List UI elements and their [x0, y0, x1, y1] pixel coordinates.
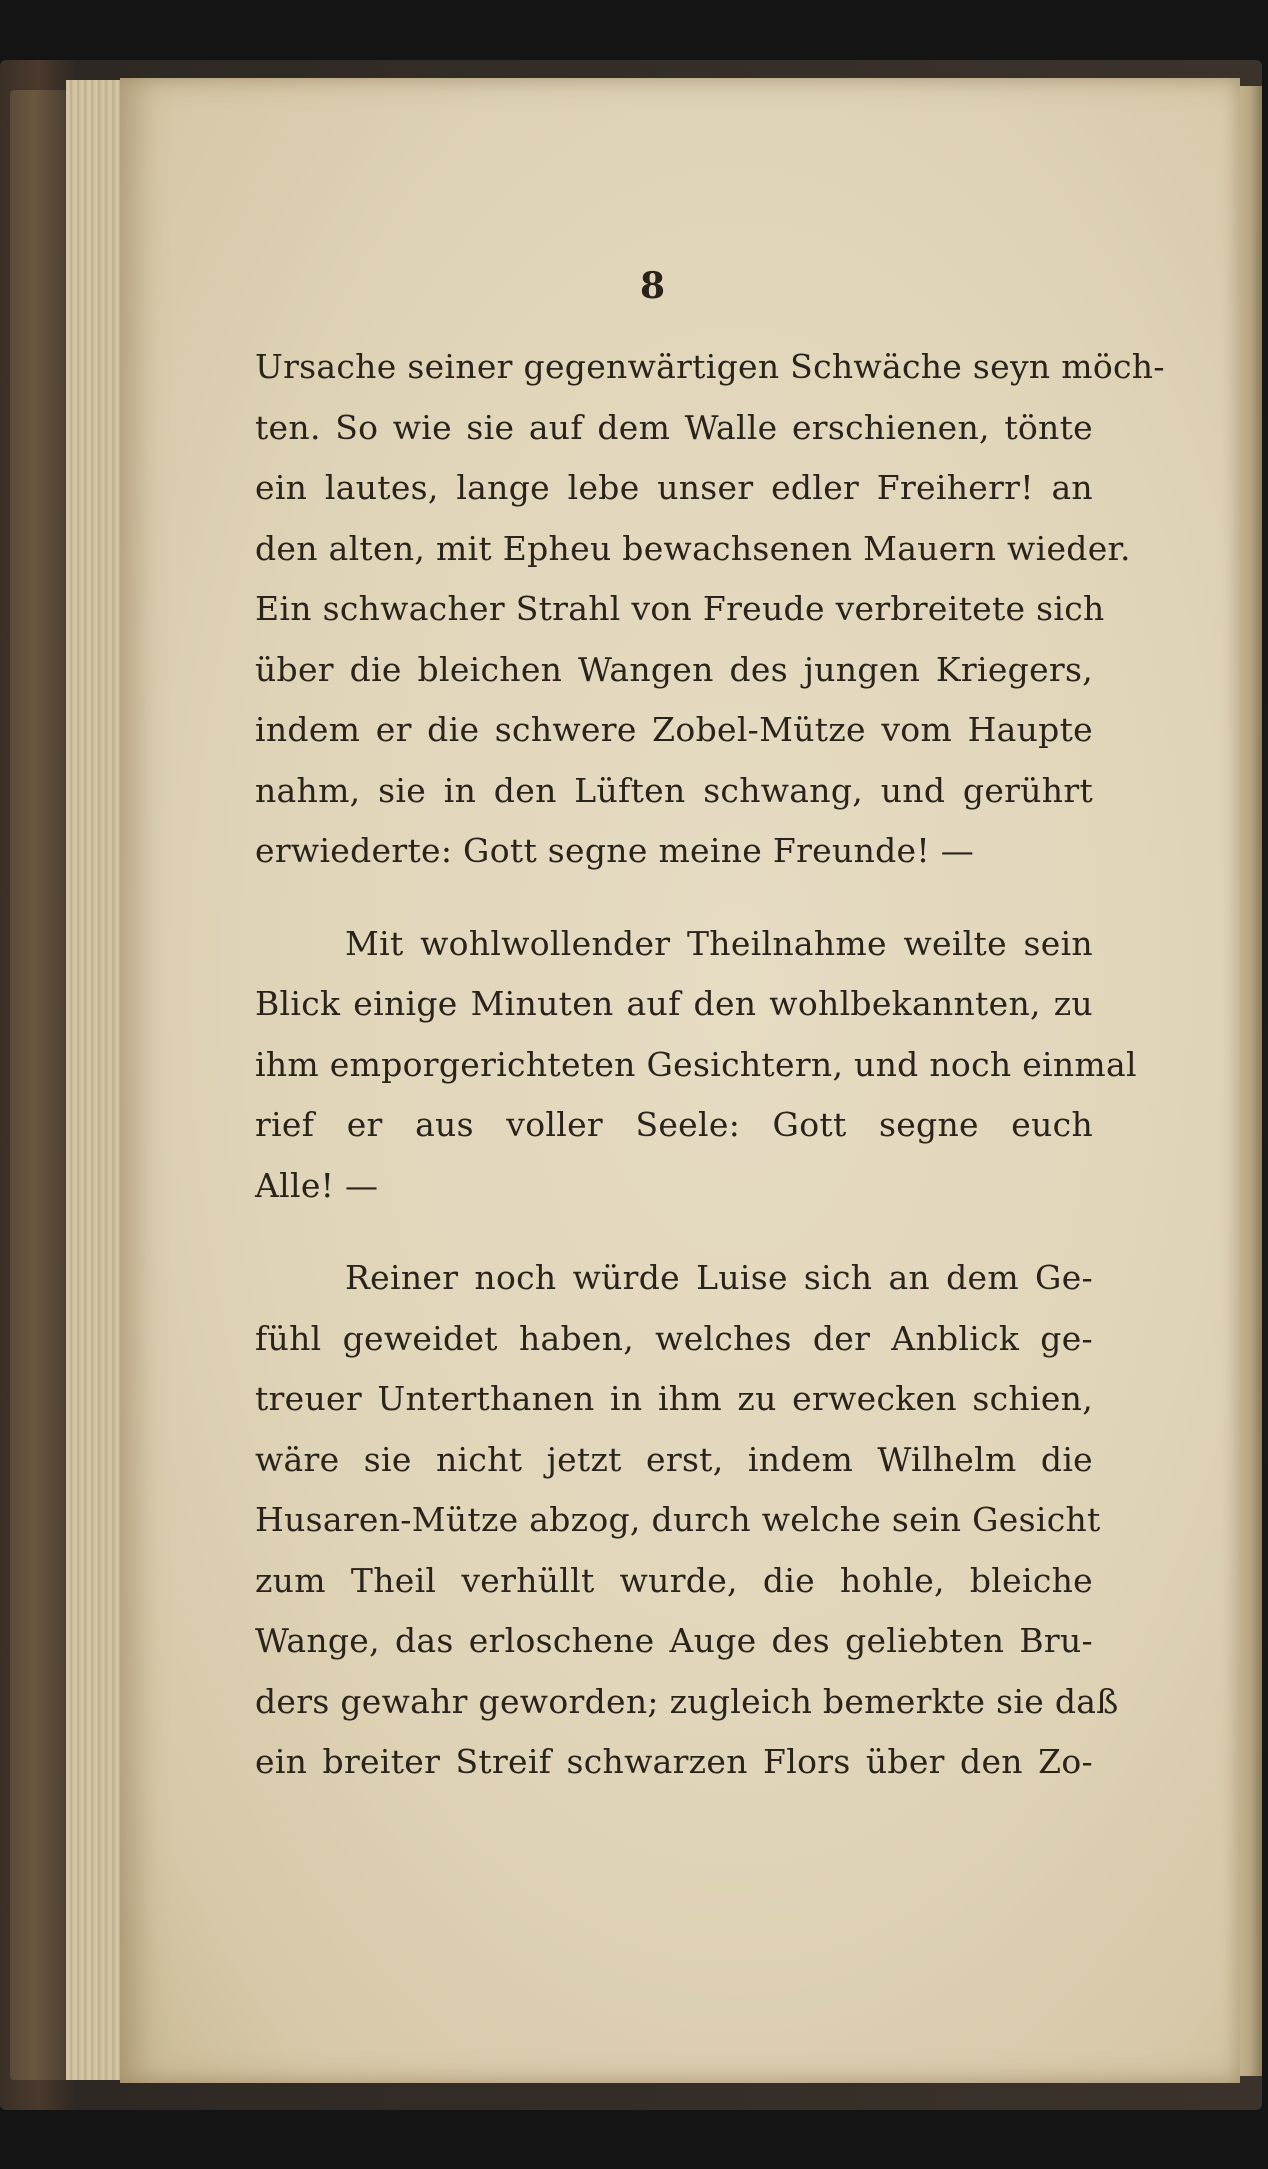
text-line: Reiner noch würde Luise sich an dem Ge-: [345, 1258, 1093, 1297]
text-line: ders gewahr geworden; zugleich bemerkte sie daß: [255, 1681, 1119, 1721]
paragraph-3: [255, 1248, 1119, 1793]
text-line: ein lautes, lange lebe unser edler Freiherr! an: [255, 468, 1093, 507]
text-line: Ursache seiner gegenwärtigen Schwäche seyn möch-: [255, 347, 1165, 386]
text-line: treuer Unterthanen in ihm zu erwecken schien,: [255, 1379, 1093, 1418]
text-line: rief er aus voller Seele: Gott segne euch: [255, 1105, 1093, 1144]
text-line: wäre sie nicht jetzt erst, indem Wilhelm die: [255, 1439, 1093, 1479]
book-spine-edge: [10, 90, 70, 2080]
text-line: Mit wohlwollender Theilnahme weilte sein: [345, 923, 1093, 963]
text-line: über die bleichen Wangen des jungen Kriegers,: [255, 649, 1093, 689]
text-line: ten. So wie sie auf dem Walle erschienen, tönte: [255, 407, 1093, 447]
text-line: indem er die schwere Zobel-Mütze vom Haupte: [255, 710, 1093, 749]
text-line: Alle! —: [255, 1165, 379, 1205]
text-line: Husaren-Mütze abzog, durch welche sein Gesicht: [255, 1500, 1101, 1539]
text-line: Blick einige Minuten auf den wohlbekannten, zu: [255, 984, 1093, 1023]
text-line: fühl geweidet haben, welches der Anblick ge-: [255, 1318, 1093, 1358]
text-line: den alten, mit Epheu bewachsenen Mauern wieder.: [255, 528, 1131, 568]
text-line: Wange, das erloschene Auge des geliebten Bru-: [255, 1621, 1093, 1660]
text-line: ein breiter Streif schwarzen Flors über den Zo-: [255, 1742, 1093, 1781]
text-line: erwiederte: Gott segne meine Freunde! —: [255, 831, 975, 870]
paragraph-2: [255, 914, 1137, 1217]
text-line: zum Theil verhüllt wurde, die hohle, bleiche: [255, 1560, 1093, 1600]
page-text: [255, 265, 1165, 1793]
paragraph-1: [255, 337, 1165, 882]
text-line: ihm emporgerichteten Gesichtern, und noch einmal: [255, 1044, 1137, 1084]
paragraph-gap: [255, 882, 1093, 914]
text-line: Ein schwacher Strahl von Freude verbreitete sich: [255, 589, 1105, 628]
paragraph-gap: [255, 1216, 1093, 1248]
text-line: nahm, sie in den Lüften schwang, und gerührt: [255, 770, 1093, 810]
page-number: 8: [640, 265, 666, 307]
